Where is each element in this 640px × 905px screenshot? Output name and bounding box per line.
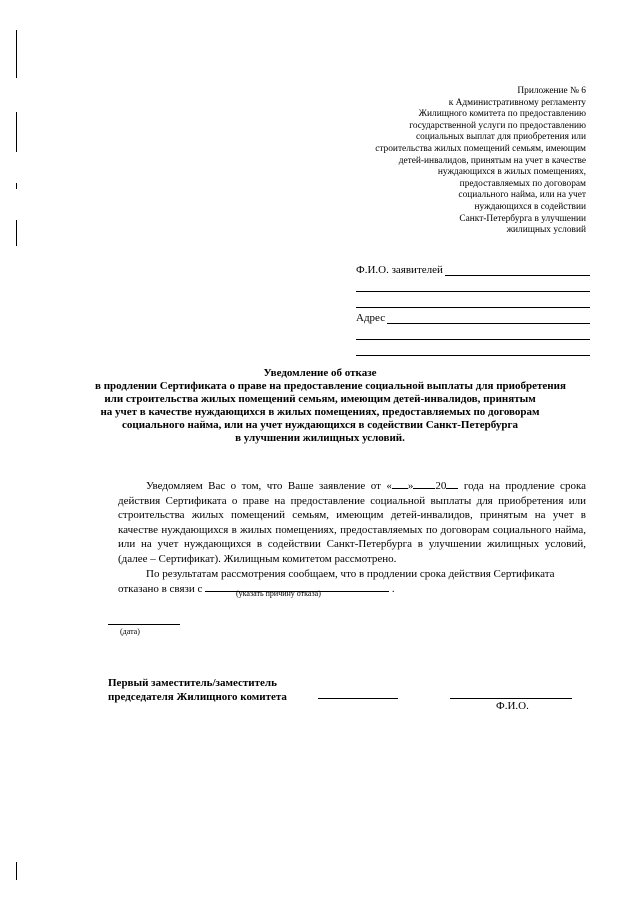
appendix-line: Приложение № 6	[517, 86, 586, 96]
signer-line-2: председателя Жилищного комитета	[108, 691, 287, 703]
appendix-line: строительства жилых помещений семьям, имеющим	[375, 143, 586, 154]
appendix-line: Санкт-Петербурга в улучшении	[459, 213, 586, 224]
reason-hint: (указать причину отказа)	[236, 589, 321, 598]
appendix-line: предоставляемых по договорам	[459, 178, 586, 189]
margin-mark	[16, 30, 17, 78]
month-blank[interactable]	[413, 478, 435, 489]
appendix-line: социального найма, или на учет	[458, 190, 586, 201]
p1-start: Уведомляем Вас о том, что Ваше заявление от «	[146, 480, 392, 492]
title-line: социального найма, или на учет нуждающихся в содействии Санкт-Петербурга	[122, 419, 518, 431]
fio-label: Ф.И.О.	[496, 700, 529, 712]
appendix-line: жилищных условий	[506, 225, 586, 236]
p1-mid1: »	[407, 480, 414, 492]
applicant-address-row	[356, 310, 590, 324]
appendix-line: к Административному регламенту	[448, 97, 586, 108]
p3-end: .	[391, 583, 395, 596]
margin-mark	[16, 220, 17, 246]
applicant-block	[356, 262, 590, 356]
p1-year-prefix: 20	[435, 480, 447, 492]
day-blank[interactable]	[392, 478, 408, 489]
appendix-line: государственной услуги по предоставлению	[409, 120, 586, 131]
year-blank[interactable]	[446, 478, 458, 489]
appendix-line: нуждающихся в жилых помещениях,	[437, 167, 586, 178]
margin-mark	[16, 183, 17, 189]
applicant-address-line[interactable]	[387, 312, 590, 324]
applicant-address-label: Адрес	[356, 312, 386, 324]
appendix-line: социальных выплат для приобретения или	[416, 132, 586, 143]
applicant-fio-line-2[interactable]	[356, 276, 590, 292]
margin-mark	[16, 862, 17, 880]
document-title	[95, 367, 566, 445]
appendix-line: нуждающихся в содействии	[474, 201, 586, 212]
applicant-fio-line[interactable]	[445, 264, 590, 276]
title-line: на учет в качестве нуждающихся в жилых помещениях, предоставляемых по договорам	[100, 406, 540, 418]
appendix-line: детей-инвалидов, принятым на учет в качестве	[398, 155, 586, 166]
appendix-line: Жилищного комитета по предоставлению	[418, 109, 586, 120]
appendix-header	[360, 86, 586, 237]
applicant-fio-label: Ф.И.О. заявителей	[356, 264, 443, 276]
p3-start: отказано в связи с	[118, 583, 203, 596]
signer-title	[108, 676, 287, 704]
date-hint: (дата)	[120, 627, 140, 636]
applicant-address-line-2[interactable]	[356, 324, 590, 340]
title-line: Уведомление об отказе	[263, 367, 377, 379]
applicant-address-line-3[interactable]	[356, 340, 590, 356]
applicant-fio-row	[356, 262, 590, 276]
signature-line[interactable]	[318, 698, 398, 699]
reason-row	[118, 581, 586, 597]
date-line[interactable]	[108, 624, 180, 625]
notice-body	[118, 478, 586, 597]
title-line: или строительства жилых помещений семьям, имеющим детей-инвалидов, принятым	[104, 393, 536, 405]
notice-paragraph-2: По результатам рассмотрения сообщаем, что в продлении срока действия Сертификата	[146, 567, 555, 580]
p1-rest: года на продление срока действия Сертификата о праве на предоставление социальной выплаты для приобретения или строительства жилых помещений семьям, имеющим детей-инвалидов, принятым на учет в качестве нуждающихся в жилых помещениях, предоставляемых по договорам социального найма, или на учет нуждающихся в содействии Санкт-Петербурга в улучшении жилищных условий, (далее – Сертификат). Жилищным комитетом рассмотрено.	[118, 480, 587, 565]
notice-paragraph-1	[118, 478, 586, 567]
margin-mark	[16, 112, 17, 152]
title-line: в улучшении жилищных условий.	[235, 432, 405, 444]
title-line: в продлении Сертификата о праве на предоставление социальной выплаты для приобретения	[95, 380, 566, 392]
signer-line-1: Первый заместитель/заместитель	[108, 677, 277, 689]
applicant-fio-line-3[interactable]	[356, 292, 590, 308]
fio-line[interactable]	[450, 698, 572, 699]
